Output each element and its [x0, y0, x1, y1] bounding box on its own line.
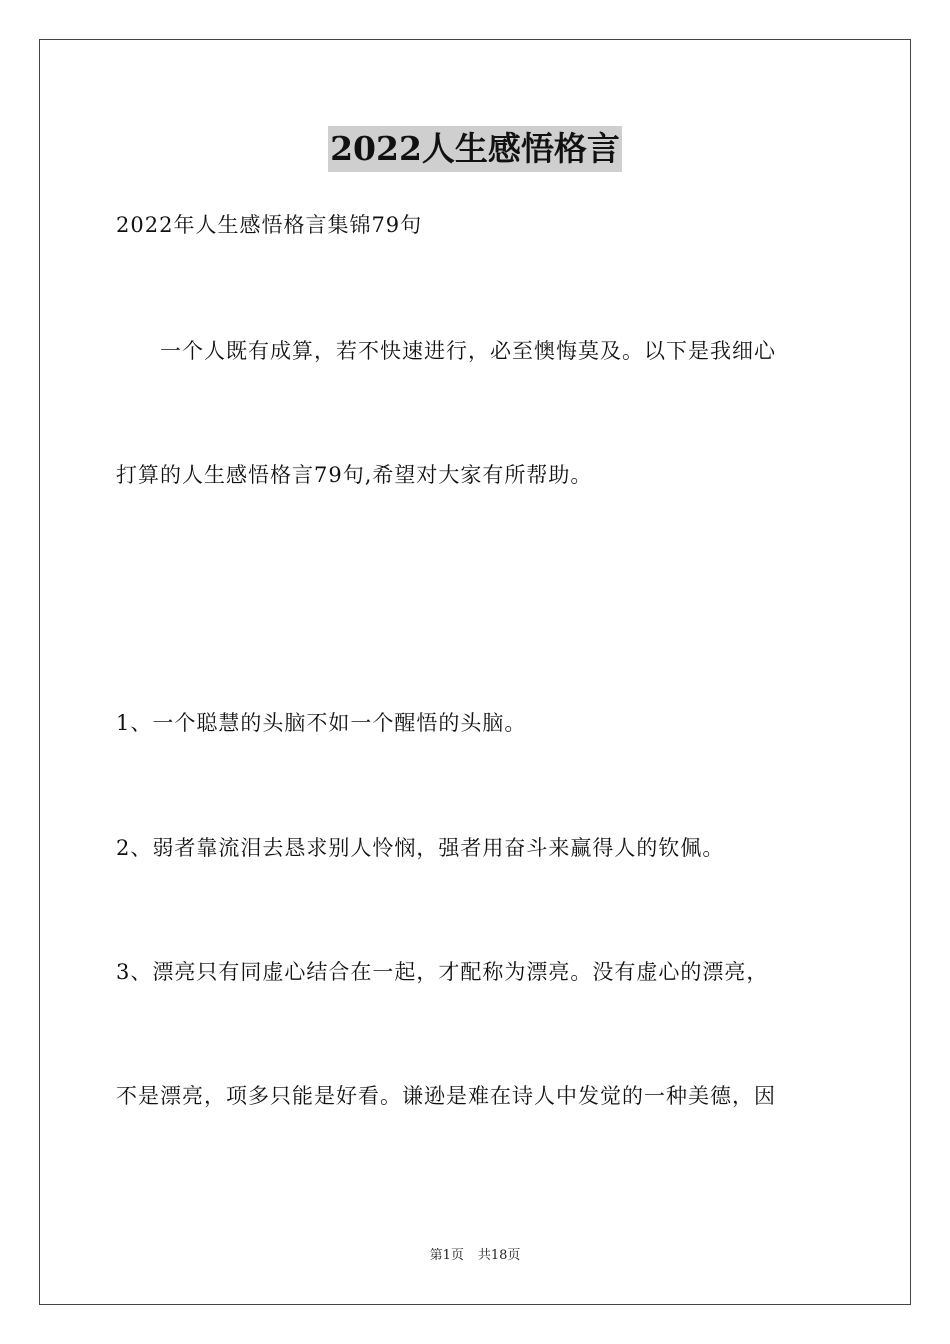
title-container	[0, 126, 950, 172]
document-title: 2022人生感悟格言	[328, 126, 622, 172]
intro-paragraph-line-1: 一个人既有成算，若不快速进行，必至懊悔莫及。以下是我细心	[160, 339, 776, 363]
quote-item-1: 1、一个聪慧的头脑不如一个醒悟的头脑。	[116, 711, 527, 735]
intro-paragraph-line-2: 打算的人生感悟格言79句,希望对大家有所帮助。	[116, 463, 593, 487]
quote-item-2: 2、弱者靠流泪去恳求别人怜悯，强者用奋斗来赢得人的钦佩。	[116, 836, 725, 860]
page-footer	[0, 1247, 950, 1265]
page-number-current: 第1页	[429, 1248, 464, 1263]
document-subtitle: 2022年人生感悟格言集锦79句	[116, 213, 423, 237]
page-number-total: 共18页	[477, 1248, 521, 1263]
quote-item-3-line-2: 不是漂亮，项多只能是好看。谦逊是难在诗人中发觉的一种美德，因	[116, 1084, 776, 1108]
quote-item-3-line-1: 3、漂亮只有同虚心结合在一起，才配称为漂亮。没有虚心的漂亮，	[116, 960, 769, 984]
